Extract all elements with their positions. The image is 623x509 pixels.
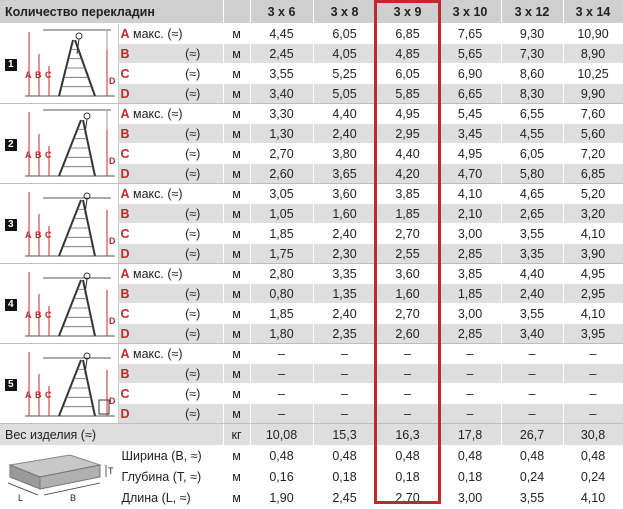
value-cell: 3,05	[250, 184, 313, 204]
value-cell: –	[313, 344, 376, 364]
value-cell: –	[250, 344, 313, 364]
value-cell: 2,45	[250, 44, 313, 64]
param-desc: (≈)	[185, 146, 201, 161]
dimension-unit: м	[223, 467, 250, 488]
value-cell: 5,65	[439, 44, 501, 64]
param-letter: A	[120, 186, 130, 201]
dimension-value: 0,18	[439, 467, 501, 488]
value-cell: 5,80	[501, 164, 563, 184]
value-cell: 3,20	[563, 204, 623, 224]
value-cell: 5,85	[376, 84, 439, 104]
table-row	[0, 184, 623, 204]
group-number	[0, 184, 22, 264]
dimension-value: 0,48	[439, 446, 501, 467]
group-number-badge: 2	[5, 139, 17, 151]
group-number	[0, 104, 22, 184]
svg-text:D: D	[108, 315, 115, 326]
value-cell: 6,85	[563, 164, 623, 184]
value-cell: 4,40	[376, 144, 439, 164]
value-cell: 3,85	[439, 264, 501, 284]
unit-cell: м	[223, 144, 250, 164]
dimension-value: 2,45	[313, 488, 376, 509]
box-label-t: T	[108, 466, 114, 476]
value-cell: –	[376, 344, 439, 364]
param-letter: C	[120, 386, 130, 401]
param-label	[118, 384, 223, 404]
unit-cell: м	[223, 64, 250, 84]
col-header: 3 x 14	[563, 0, 623, 24]
box-label-l: L	[18, 493, 24, 503]
table-row	[0, 264, 623, 284]
group-number-badge: 1	[5, 59, 17, 71]
dimension-value: 0,48	[376, 446, 439, 467]
value-cell: 2,40	[313, 124, 376, 144]
dimension-value: 2,70	[376, 488, 439, 509]
param-desc: (≈)	[185, 246, 201, 261]
value-cell: 6,05	[376, 64, 439, 84]
dimension-value: 0,24	[501, 467, 563, 488]
dimension-value: 4,10	[563, 488, 623, 509]
svg-text:D: D	[108, 75, 115, 86]
param-letter: D	[120, 86, 130, 101]
value-cell: 5,05	[313, 84, 376, 104]
svg-text:A: A	[24, 69, 31, 80]
value-cell: –	[313, 404, 376, 424]
value-cell: 8,30	[501, 84, 563, 104]
value-cell: 2,95	[563, 284, 623, 304]
dimension-unit: м	[223, 446, 250, 467]
value-cell: 4,95	[376, 104, 439, 124]
group-number-badge: 4	[5, 299, 17, 311]
value-cell: 4,10	[563, 224, 623, 244]
ladder-diagram-icon	[23, 266, 117, 342]
value-cell: –	[501, 404, 563, 424]
unit-cell: м	[223, 24, 250, 44]
value-cell: 4,05	[313, 44, 376, 64]
group-number-badge: 3	[5, 219, 17, 231]
param-label	[118, 404, 223, 424]
svg-text:B: B	[34, 389, 41, 400]
param-label	[118, 244, 223, 264]
unit-cell: м	[223, 284, 250, 304]
value-cell: 4,10	[563, 304, 623, 324]
svg-text:C: C	[44, 149, 51, 160]
value-cell: 1,85	[439, 284, 501, 304]
value-cell: 8,60	[501, 64, 563, 84]
dimension-unit: м	[223, 488, 250, 509]
dimension-label: Ширина (B, ≈)	[118, 446, 223, 467]
value-cell: 3,90	[563, 244, 623, 264]
value-cell: 4,55	[501, 124, 563, 144]
header-row	[0, 0, 623, 24]
value-cell: 2,40	[501, 284, 563, 304]
ladder-diagram	[22, 184, 118, 264]
unit-cell: м	[223, 404, 250, 424]
value-cell: 3,55	[501, 224, 563, 244]
col-header: 3 x 8	[313, 0, 376, 24]
param-label	[118, 204, 223, 224]
group-number	[0, 264, 22, 344]
value-cell: 2,80	[250, 264, 313, 284]
weight-value: 16,3	[376, 424, 439, 446]
param-label	[118, 124, 223, 144]
svg-text:D: D	[108, 395, 115, 406]
param-letter: A	[120, 266, 130, 281]
value-cell: –	[250, 384, 313, 404]
value-cell: 3,60	[313, 184, 376, 204]
value-cell: 1,80	[250, 324, 313, 344]
param-letter: C	[120, 306, 130, 321]
value-cell: 9,30	[501, 24, 563, 44]
value-cell: –	[376, 384, 439, 404]
param-label	[118, 364, 223, 384]
dimension-value: 0,48	[250, 446, 313, 467]
value-cell: –	[563, 384, 623, 404]
param-label	[118, 44, 223, 64]
dimension-value: 0,48	[313, 446, 376, 467]
svg-text:C: C	[44, 229, 51, 240]
unit-cell: м	[223, 384, 250, 404]
value-cell: 1,75	[250, 244, 313, 264]
value-cell: 1,05	[250, 204, 313, 224]
group-number	[0, 344, 22, 424]
dimension-value: 0,18	[376, 467, 439, 488]
dimension-value: 3,00	[439, 488, 501, 509]
col-header: 3 x 12	[501, 0, 563, 24]
value-cell: –	[563, 344, 623, 364]
dimension-value: 0,24	[563, 467, 623, 488]
unit-cell: м	[223, 324, 250, 344]
param-label	[118, 344, 223, 364]
ladder-diagram-icon	[23, 106, 117, 182]
param-letter: D	[120, 326, 130, 341]
value-cell: –	[563, 404, 623, 424]
param-label	[118, 144, 223, 164]
value-cell: 2,35	[313, 324, 376, 344]
value-cell: 3,00	[439, 304, 501, 324]
value-cell: 1,30	[250, 124, 313, 144]
param-desc: (≈)	[185, 126, 201, 141]
value-cell: 7,65	[439, 24, 501, 44]
param-letter: C	[120, 66, 130, 81]
value-cell: 10,90	[563, 24, 623, 44]
param-label	[118, 184, 223, 204]
value-cell: 3,55	[250, 64, 313, 84]
weight-value: 17,8	[439, 424, 501, 446]
ladder-diagram	[22, 24, 118, 104]
value-cell: 3,35	[501, 244, 563, 264]
value-cell: 2,30	[313, 244, 376, 264]
value-cell: –	[563, 364, 623, 384]
table-row	[0, 104, 623, 124]
param-label	[118, 304, 223, 324]
param-desc: (≈)	[185, 286, 201, 301]
param-desc: (≈)	[185, 326, 201, 341]
dimension-value: 0,48	[501, 446, 563, 467]
unit-cell: м	[223, 304, 250, 324]
svg-text:C: C	[44, 69, 51, 80]
value-cell: 5,45	[439, 104, 501, 124]
value-cell: 3,55	[501, 304, 563, 324]
svg-text:B: B	[34, 309, 41, 320]
box-label-b: B	[70, 493, 77, 503]
value-cell: 4,65	[501, 184, 563, 204]
weight-value: 15,3	[313, 424, 376, 446]
col-header: 3 x 6	[250, 0, 313, 24]
value-cell: 4,70	[439, 164, 501, 184]
value-cell: –	[439, 404, 501, 424]
value-cell: 4,45	[250, 24, 313, 44]
svg-text:B: B	[34, 149, 41, 160]
param-letter: B	[120, 366, 130, 381]
value-cell: –	[376, 364, 439, 384]
param-desc: макс. (≈)	[133, 106, 183, 121]
svg-text:A: A	[24, 389, 31, 400]
param-letter: A	[120, 106, 130, 121]
value-cell: 6,05	[313, 24, 376, 44]
header-title: Количество перекладин	[0, 0, 223, 24]
param-label	[118, 104, 223, 124]
dimension-label: Глубина (T, ≈)	[118, 467, 223, 488]
dimension-label: Длина (L, ≈)	[118, 488, 223, 509]
param-label	[118, 64, 223, 84]
value-cell: 1,60	[313, 204, 376, 224]
value-cell: 9,90	[563, 84, 623, 104]
table-row	[0, 344, 623, 364]
value-cell: 1,60	[376, 284, 439, 304]
value-cell: 2,70	[376, 224, 439, 244]
value-cell: 4,10	[439, 184, 501, 204]
value-cell: 4,20	[376, 164, 439, 184]
param-letter: D	[120, 246, 130, 261]
value-cell: –	[501, 364, 563, 384]
value-cell: 2,95	[376, 124, 439, 144]
ladder-diagram-icon	[23, 186, 117, 262]
param-letter: A	[120, 26, 130, 41]
value-cell: 4,40	[313, 104, 376, 124]
dimension-value: 1,90	[250, 488, 313, 509]
value-cell: 7,20	[563, 144, 623, 164]
value-cell: 3,65	[313, 164, 376, 184]
value-cell: –	[250, 404, 313, 424]
param-desc: макс. (≈)	[133, 266, 183, 281]
param-letter: C	[120, 226, 130, 241]
param-desc: (≈)	[185, 166, 201, 181]
value-cell: 2,65	[501, 204, 563, 224]
param-desc: (≈)	[185, 386, 201, 401]
param-desc: (≈)	[185, 406, 201, 421]
value-cell: 5,20	[563, 184, 623, 204]
value-cell: –	[501, 344, 563, 364]
dimension-row	[0, 446, 623, 467]
value-cell: 3,40	[250, 84, 313, 104]
unit-cell: м	[223, 264, 250, 284]
param-label	[118, 264, 223, 284]
dimension-value: 0,16	[250, 467, 313, 488]
svg-text:A: A	[24, 309, 31, 320]
param-letter: B	[120, 206, 130, 221]
svg-text:A: A	[24, 229, 31, 240]
value-cell: 3,30	[250, 104, 313, 124]
value-cell: 4,85	[376, 44, 439, 64]
unit-cell: м	[223, 184, 250, 204]
value-cell: –	[250, 364, 313, 384]
value-cell: –	[313, 384, 376, 404]
value-cell: 6,65	[439, 84, 501, 104]
weight-value: 30,8	[563, 424, 623, 446]
value-cell: 4,95	[563, 264, 623, 284]
value-cell: 10,25	[563, 64, 623, 84]
value-cell: 3,45	[439, 124, 501, 144]
value-cell: 2,60	[376, 324, 439, 344]
value-cell: 3,80	[313, 144, 376, 164]
dimension-value: 0,48	[563, 446, 623, 467]
package-box-diagram	[0, 446, 118, 509]
param-desc: макс. (≈)	[133, 186, 183, 201]
unit-cell: м	[223, 164, 250, 184]
ladder-diagram	[22, 104, 118, 184]
value-cell: –	[313, 364, 376, 384]
value-cell: 3,95	[563, 324, 623, 344]
value-cell: 7,60	[563, 104, 623, 124]
param-desc: (≈)	[185, 306, 201, 321]
col-header: 3 x 9	[376, 0, 439, 24]
value-cell: –	[439, 344, 501, 364]
param-desc: (≈)	[185, 46, 201, 61]
value-cell: 3,00	[439, 224, 501, 244]
col-header: 3 x 10	[439, 0, 501, 24]
unit-cell: м	[223, 344, 250, 364]
unit-cell: м	[223, 204, 250, 224]
value-cell: 4,40	[501, 264, 563, 284]
param-letter: B	[120, 46, 130, 61]
param-label	[118, 324, 223, 344]
param-desc: (≈)	[185, 66, 201, 81]
param-desc: макс. (≈)	[133, 346, 183, 361]
value-cell: 5,25	[313, 64, 376, 84]
param-desc: (≈)	[185, 366, 201, 381]
ladder-diagram	[22, 344, 118, 424]
weight-value: 26,7	[501, 424, 563, 446]
weight-value: 10,08	[250, 424, 313, 446]
value-cell: 1,35	[313, 284, 376, 304]
param-label	[118, 224, 223, 244]
weight-row	[0, 424, 623, 446]
value-cell: 1,85	[250, 224, 313, 244]
header-unit-spacer	[223, 0, 250, 24]
value-cell: 3,60	[376, 264, 439, 284]
weight-label: Вес изделия (≈)	[0, 424, 223, 446]
value-cell: 2,70	[250, 144, 313, 164]
value-cell: 4,95	[439, 144, 501, 164]
value-cell: 2,70	[376, 304, 439, 324]
value-cell: 6,85	[376, 24, 439, 44]
unit-cell: м	[223, 244, 250, 264]
value-cell: 2,40	[313, 224, 376, 244]
param-desc: (≈)	[185, 226, 201, 241]
unit-cell: м	[223, 224, 250, 244]
value-cell: 2,60	[250, 164, 313, 184]
value-cell: 2,40	[313, 304, 376, 324]
param-label	[118, 164, 223, 184]
unit-cell: м	[223, 364, 250, 384]
param-desc: (≈)	[185, 206, 201, 221]
value-cell: –	[439, 364, 501, 384]
dimension-value: 3,55	[501, 488, 563, 509]
param-letter: B	[120, 126, 130, 141]
value-cell: 6,90	[439, 64, 501, 84]
svg-text:A: A	[24, 149, 31, 160]
value-cell: 3,35	[313, 264, 376, 284]
table-row	[0, 24, 623, 44]
value-cell: –	[501, 384, 563, 404]
ladder-diagram-icon	[23, 346, 117, 422]
svg-text:B: B	[34, 69, 41, 80]
value-cell: –	[439, 384, 501, 404]
value-cell: 1,85	[250, 304, 313, 324]
param-label	[118, 24, 223, 44]
value-cell: –	[376, 404, 439, 424]
group-number-badge: 5	[5, 379, 17, 391]
param-letter: D	[120, 406, 130, 421]
svg-text:C: C	[44, 389, 51, 400]
value-cell: 5,60	[563, 124, 623, 144]
dimension-value: 0,18	[313, 467, 376, 488]
unit-cell: м	[223, 124, 250, 144]
value-cell: 2,55	[376, 244, 439, 264]
param-letter: B	[120, 286, 130, 301]
value-cell: 2,10	[439, 204, 501, 224]
weight-unit: кг	[223, 424, 250, 446]
value-cell: 3,40	[501, 324, 563, 344]
value-cell: 2,85	[439, 324, 501, 344]
param-letter: A	[120, 346, 130, 361]
param-letter: C	[120, 146, 130, 161]
ladder-diagram	[22, 264, 118, 344]
svg-text:D: D	[108, 155, 115, 166]
unit-cell: м	[223, 44, 250, 64]
param-desc: макс. (≈)	[133, 26, 183, 41]
value-cell: 6,05	[501, 144, 563, 164]
ladder-diagram-icon	[23, 26, 117, 102]
value-cell: 1,85	[376, 204, 439, 224]
value-cell: 8,90	[563, 44, 623, 64]
param-desc: (≈)	[185, 86, 201, 101]
value-cell: 3,85	[376, 184, 439, 204]
svg-text:D: D	[108, 235, 115, 246]
unit-cell: м	[223, 84, 250, 104]
value-cell: 6,55	[501, 104, 563, 124]
value-cell: 0,80	[250, 284, 313, 304]
value-cell: 2,85	[439, 244, 501, 264]
param-label	[118, 84, 223, 104]
group-number	[0, 24, 22, 104]
svg-text:B: B	[34, 229, 41, 240]
package-box-icon	[0, 447, 118, 507]
unit-cell: м	[223, 104, 250, 124]
param-label	[118, 284, 223, 304]
param-letter: D	[120, 166, 130, 181]
svg-text:C: C	[44, 309, 51, 320]
value-cell: 7,30	[501, 44, 563, 64]
